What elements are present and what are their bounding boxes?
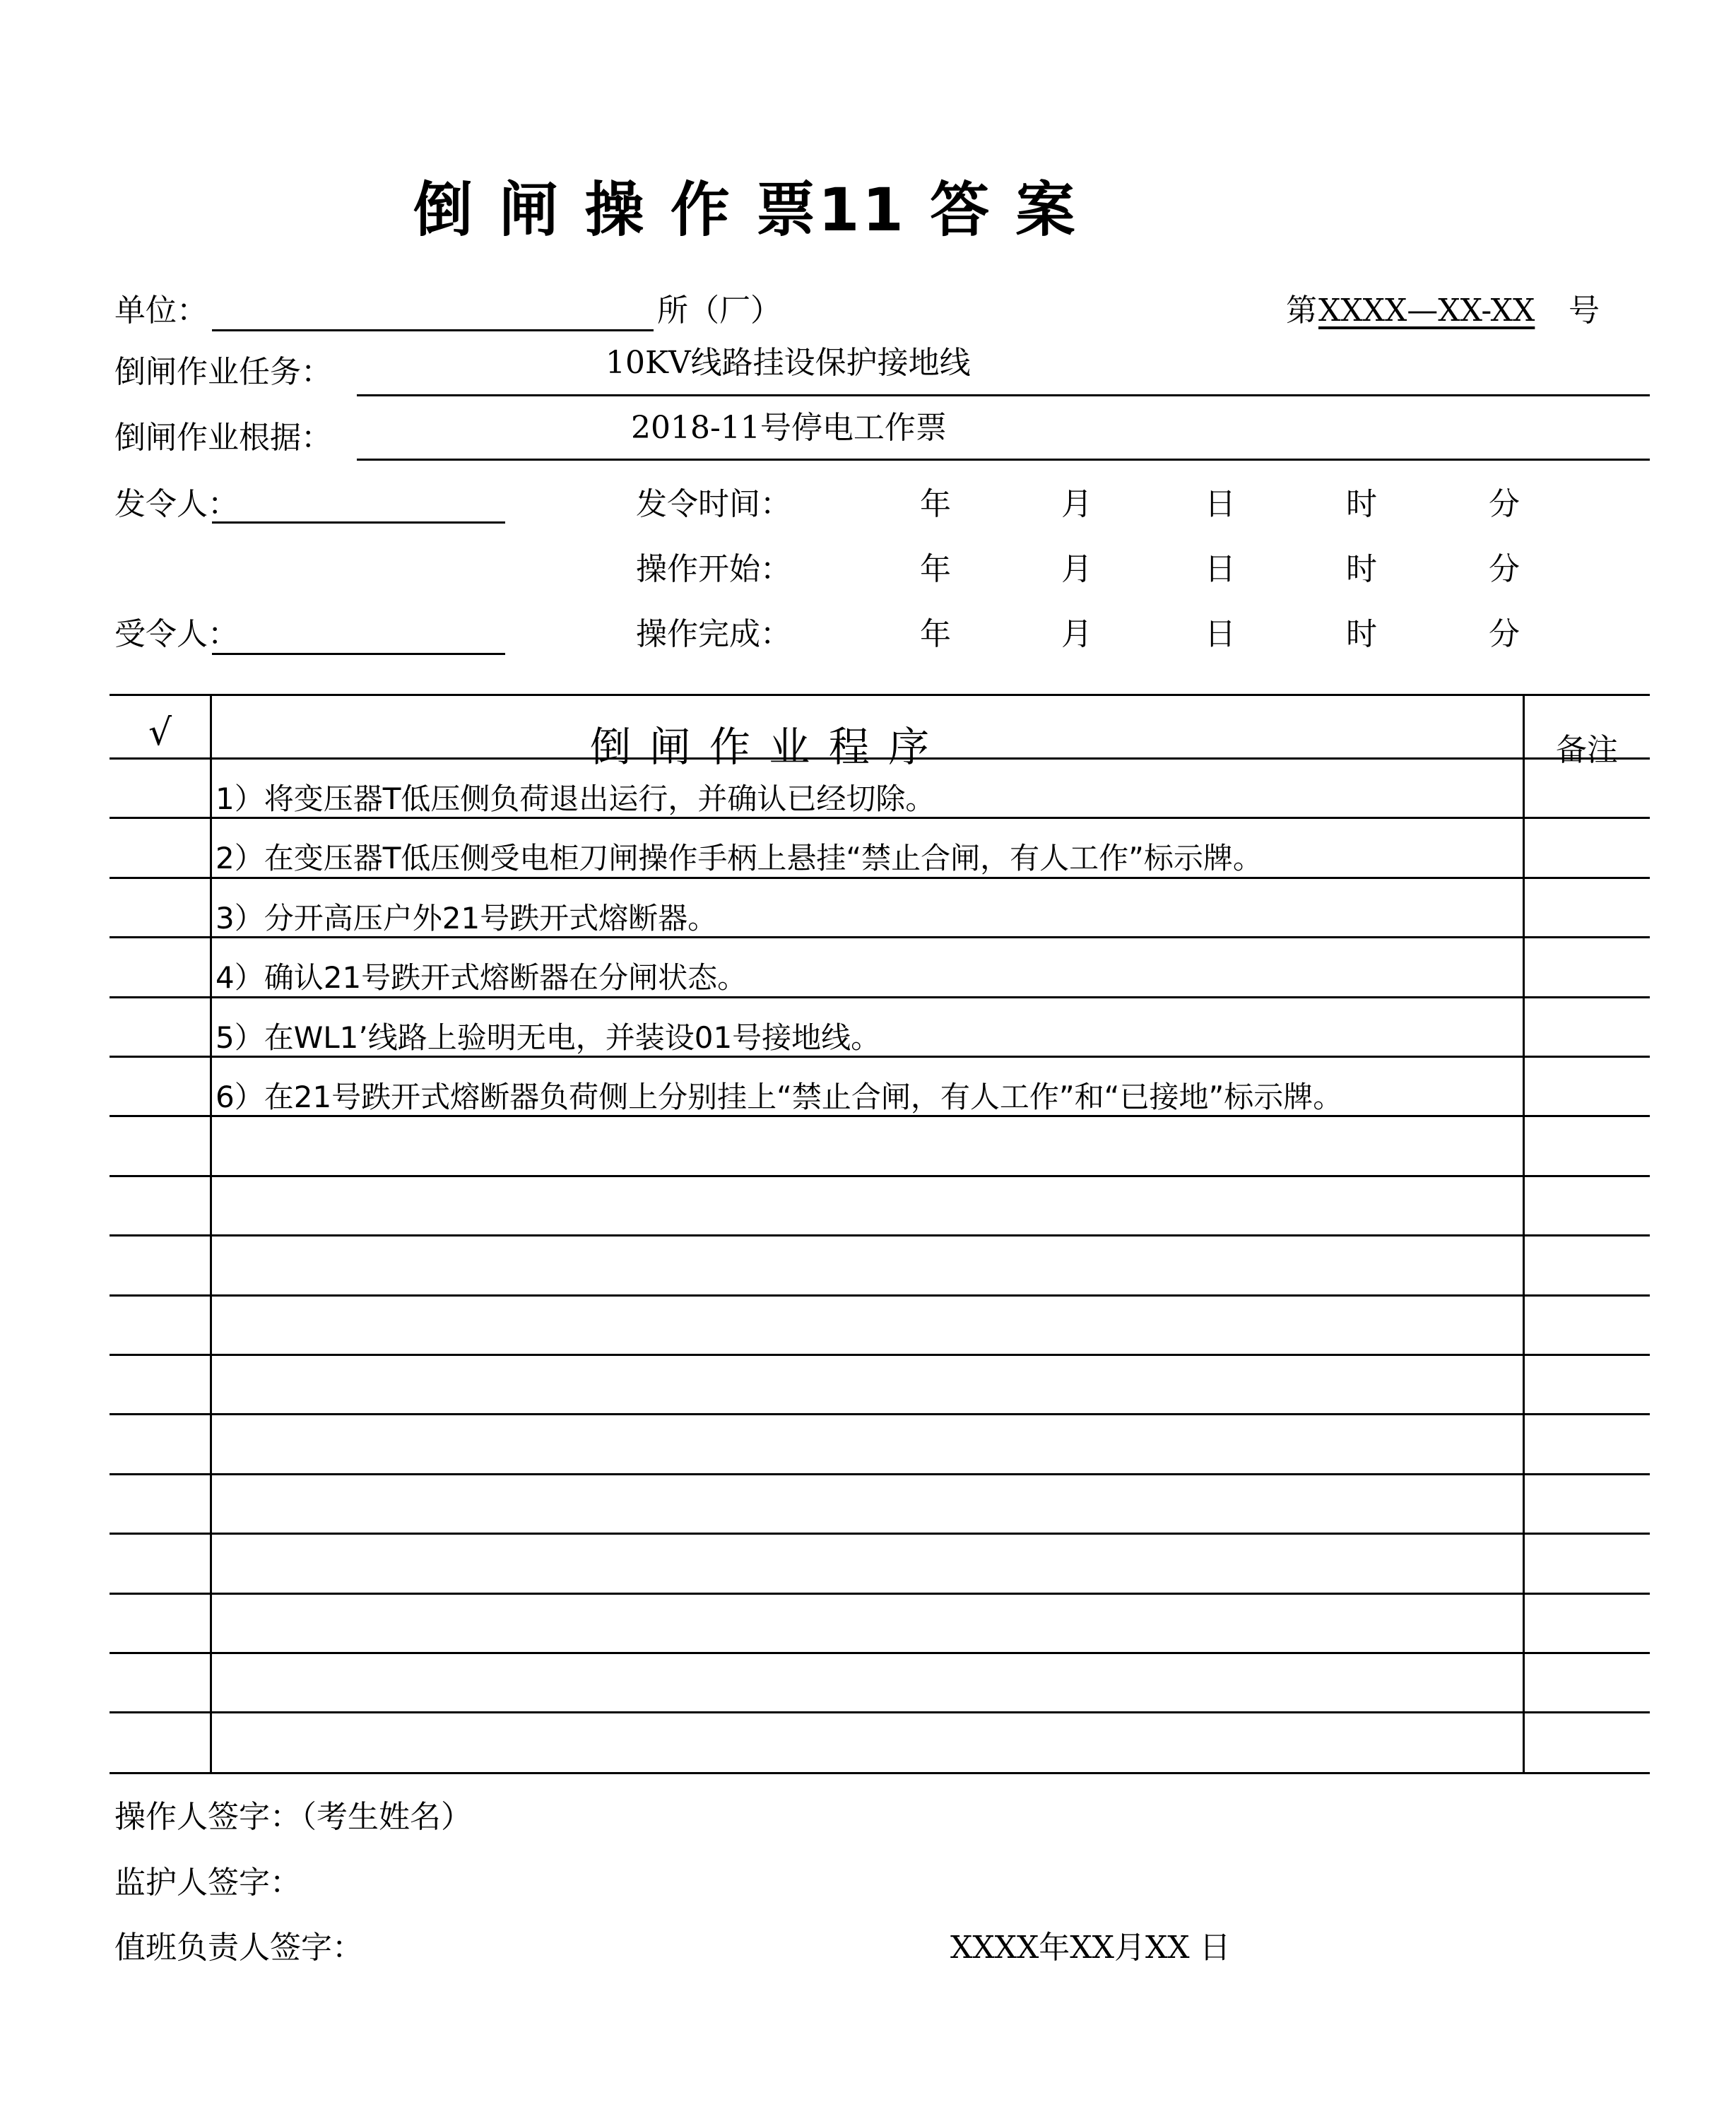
issuer-label: 发令人： (114, 486, 239, 522)
table-row-divider (110, 1294, 1650, 1297)
page-title: 倒 闸 操 作 票11 答 案 (413, 175, 1078, 244)
year-unit: 年 (920, 616, 951, 652)
minute-unit: 分 (1489, 551, 1520, 587)
duty-signature-label: 值班负责人签字： (114, 1930, 363, 1966)
day-unit: 日 (1205, 551, 1236, 587)
task-label: 倒闸作业任务： (114, 354, 332, 390)
month-unit: 月 (1061, 616, 1092, 652)
basis-value: 2018-11号停电工作票 (631, 410, 947, 446)
check-column-header: √ (148, 712, 172, 754)
basis-field-line (357, 459, 1650, 461)
procedure-step: 2）在变压器T低压侧受电柜刀闸操作手柄上悬挂“禁止合闸，有人工作”标示牌。 (215, 841, 1263, 875)
time-label: 操作开始： (636, 551, 791, 587)
ticket-number-prefix: 第 (1286, 293, 1317, 329)
procedure-step: 1）将变压器T低压侧负荷退出运行，并确认已经切除。 (215, 781, 935, 816)
procedure-column-header: 倒 闸 作 业 程 序 (590, 723, 933, 771)
month-unit: 月 (1061, 551, 1092, 587)
table-row-divider (110, 1473, 1650, 1475)
signature-date: XXXX年XX月XX 日 (950, 1930, 1231, 1966)
hour-unit: 时 (1346, 486, 1377, 522)
table-row-divider (110, 1175, 1650, 1177)
hour-unit: 时 (1346, 551, 1377, 587)
unit-label: 单位： (114, 293, 208, 329)
operator-signature-label: 操作人签字：（考生姓名） (114, 1799, 472, 1835)
issuer-field-line (212, 521, 505, 524)
year-unit: 年 (920, 551, 951, 587)
time-label: 操作完成： (636, 616, 791, 652)
table-row-divider (110, 1593, 1650, 1595)
table-row-divider (110, 1413, 1650, 1415)
table-row-divider (110, 757, 1650, 760)
basis-label: 倒闸作业根据： (114, 420, 332, 456)
minute-unit: 分 (1489, 486, 1520, 522)
minute-unit: 分 (1489, 616, 1520, 652)
receiver-field-line (212, 653, 505, 655)
year-unit: 年 (920, 486, 951, 522)
unit-suffix: 所（厂） (657, 293, 781, 329)
table-row-divider (110, 1533, 1650, 1535)
procedure-step: 4）确认21号跌开式熔断器在分闸状态。 (215, 960, 748, 995)
procedure-step: 5）在WL1’线路上验明无电，并装设01号接地线。 (215, 1020, 881, 1055)
time-label: 发令时间： (636, 486, 791, 522)
task-value: 10KV线路挂设保护接地线 (606, 345, 971, 381)
procedure-step: 3）分开高压户外21号跌开式熔断器。 (215, 901, 718, 935)
day-unit: 日 (1205, 486, 1236, 522)
month-unit: 月 (1061, 486, 1092, 522)
table-row-divider (110, 1354, 1650, 1356)
note-column-header: 备注 (1556, 732, 1618, 768)
receiver-label: 受令人： (114, 616, 239, 652)
table-row-divider (110, 1711, 1650, 1713)
task-field-line (357, 394, 1650, 396)
table-row-divider (110, 1234, 1650, 1236)
hour-unit: 时 (1346, 616, 1377, 652)
ticket-number-suffix: 号 (1569, 293, 1600, 329)
procedure-table (110, 694, 1650, 1774)
ticket-number-value: XXXX—XX-XX (1318, 293, 1535, 329)
table-row-divider (110, 1652, 1650, 1654)
unit-field-line (212, 329, 654, 331)
procedure-step: 6）在21号跌开式熔断器负荷侧上分别挂上“禁止合闸，有人工作”和“已接地”标示牌。 (215, 1080, 1343, 1114)
guardian-signature-label: 监护人签字： (114, 1865, 301, 1901)
day-unit: 日 (1205, 616, 1236, 652)
